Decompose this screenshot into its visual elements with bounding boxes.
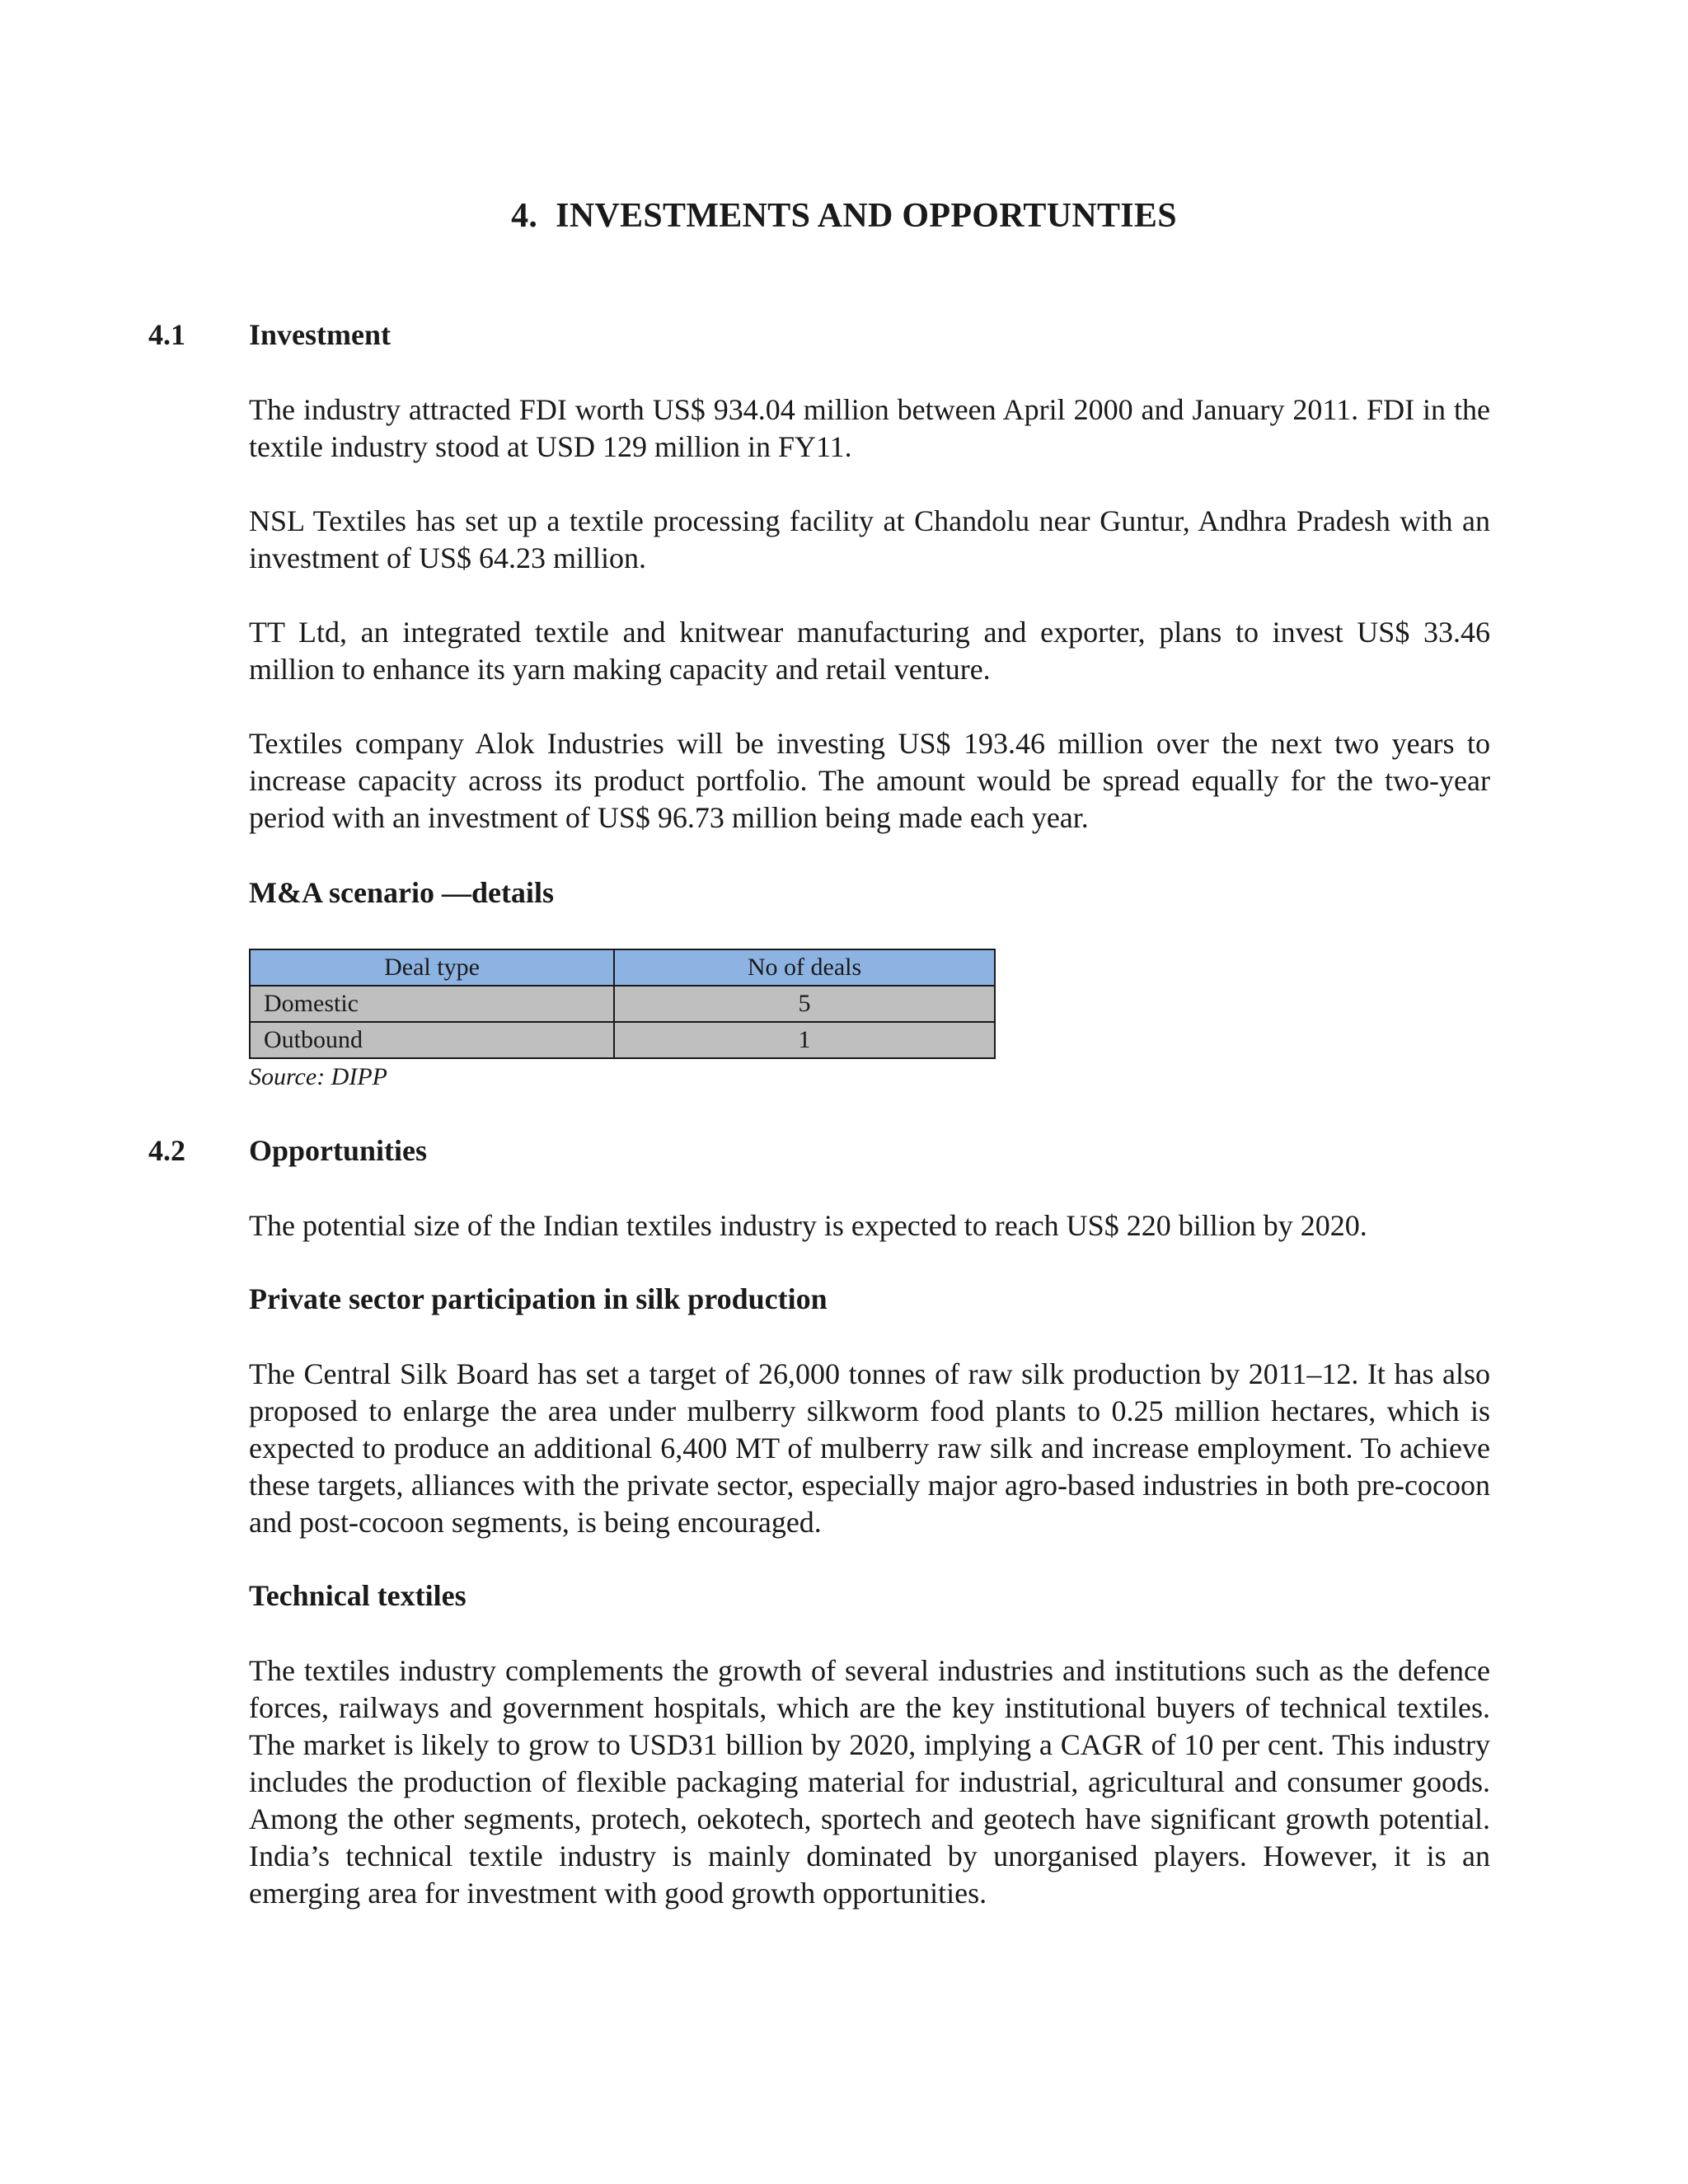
table-source: Source: DIPP <box>249 1063 387 1090</box>
paragraph: TT Ltd, an integrated textile and knitwear manufacturing and exporter, plans to invest US$ 33.46 million to enhance its yarn making capacity and retail venture. <box>249 616 1490 686</box>
paragraph: The industry attracted FDI worth US$ 934.04 million between April 2000 and January 2011. FDI in the textile industry stood at USD 129 million in FY11. <box>249 393 1490 463</box>
section-number: 4.1 <box>148 318 185 351</box>
subheading-silk-production: Private sector participation in silk production <box>249 1282 828 1315</box>
section-heading-investment <box>148 317 391 352</box>
table-row <box>250 1022 995 1058</box>
ma-deals-table <box>249 949 996 1059</box>
chapter-number: 4. <box>511 197 538 235</box>
paragraph: The textiles industry complements the growth of several industries and institutions such as the defence forces, railways and government hospitals, which are the key institutional buyers of technical textiles. The market is likely to grow to USD31 billion by 2020, implying a CAGR of 10 per cent. This industry includes the production of flexible packaging material for industrial, agricultural and consumer goods. Among the other segments, protech, oekotech, sportech and geotech have significant growth potential. India’s technical textile industry is mainly dominated by unorganised players. However, it is an emerging area for investment with good growth opportunities. <box>249 1654 1490 1910</box>
table-cell: 1 <box>614 1022 995 1058</box>
table-cell: Outbound <box>250 1022 614 1058</box>
table-row <box>250 986 995 1022</box>
table-cell: Domestic <box>250 986 614 1022</box>
subheading-technical-textiles: Technical textiles <box>249 1579 467 1612</box>
subheading-ma-scenario: M&A scenario —details <box>249 876 554 909</box>
section-title: Opportunities <box>249 1134 428 1167</box>
column-header: No of deals <box>614 949 995 986</box>
paragraph: Textiles company Alok Industries will be investing US$ 193.46 million over the next two years to increase capacity across its product portfolio. The amount would be spread equally for the two-year period with an investment of US$ 96.73 million being made each year. <box>249 727 1490 834</box>
table-header-row <box>250 949 995 986</box>
chapter-title-text: INVESTMENTS AND OPPORTUNTIES <box>556 197 1177 235</box>
table-cell: 5 <box>614 986 995 1022</box>
paragraph: The Central Silk Board has set a target of 26,000 tonnes of raw silk production by 2011–12. It has also proposed to enlarge the area under mulberry silkworm food plants to 0.25 million hectares, which is expected to produce an additional 6,400 MT of mulberry raw silk and increase employment. To achieve these targets, alliances with the private sector, especially major agro-based industries in both pre-cocoon and post-cocoon segments, is being encouraged. <box>249 1357 1490 1539</box>
section-heading-opportunities <box>148 1133 427 1168</box>
section-title: Investment <box>249 318 391 351</box>
column-header: Deal type <box>250 949 614 986</box>
chapter-title <box>0 196 1688 236</box>
section-number: 4.2 <box>148 1134 185 1167</box>
paragraph: The potential size of the Indian textiles industry is expected to reach US$ 220 billion by 2020. <box>249 1209 1367 1242</box>
paragraph: NSL Textiles has set up a textile processing facility at Chandolu near Guntur, Andhra Pradesh with an investment of US$ 64.23 million. <box>249 504 1490 574</box>
